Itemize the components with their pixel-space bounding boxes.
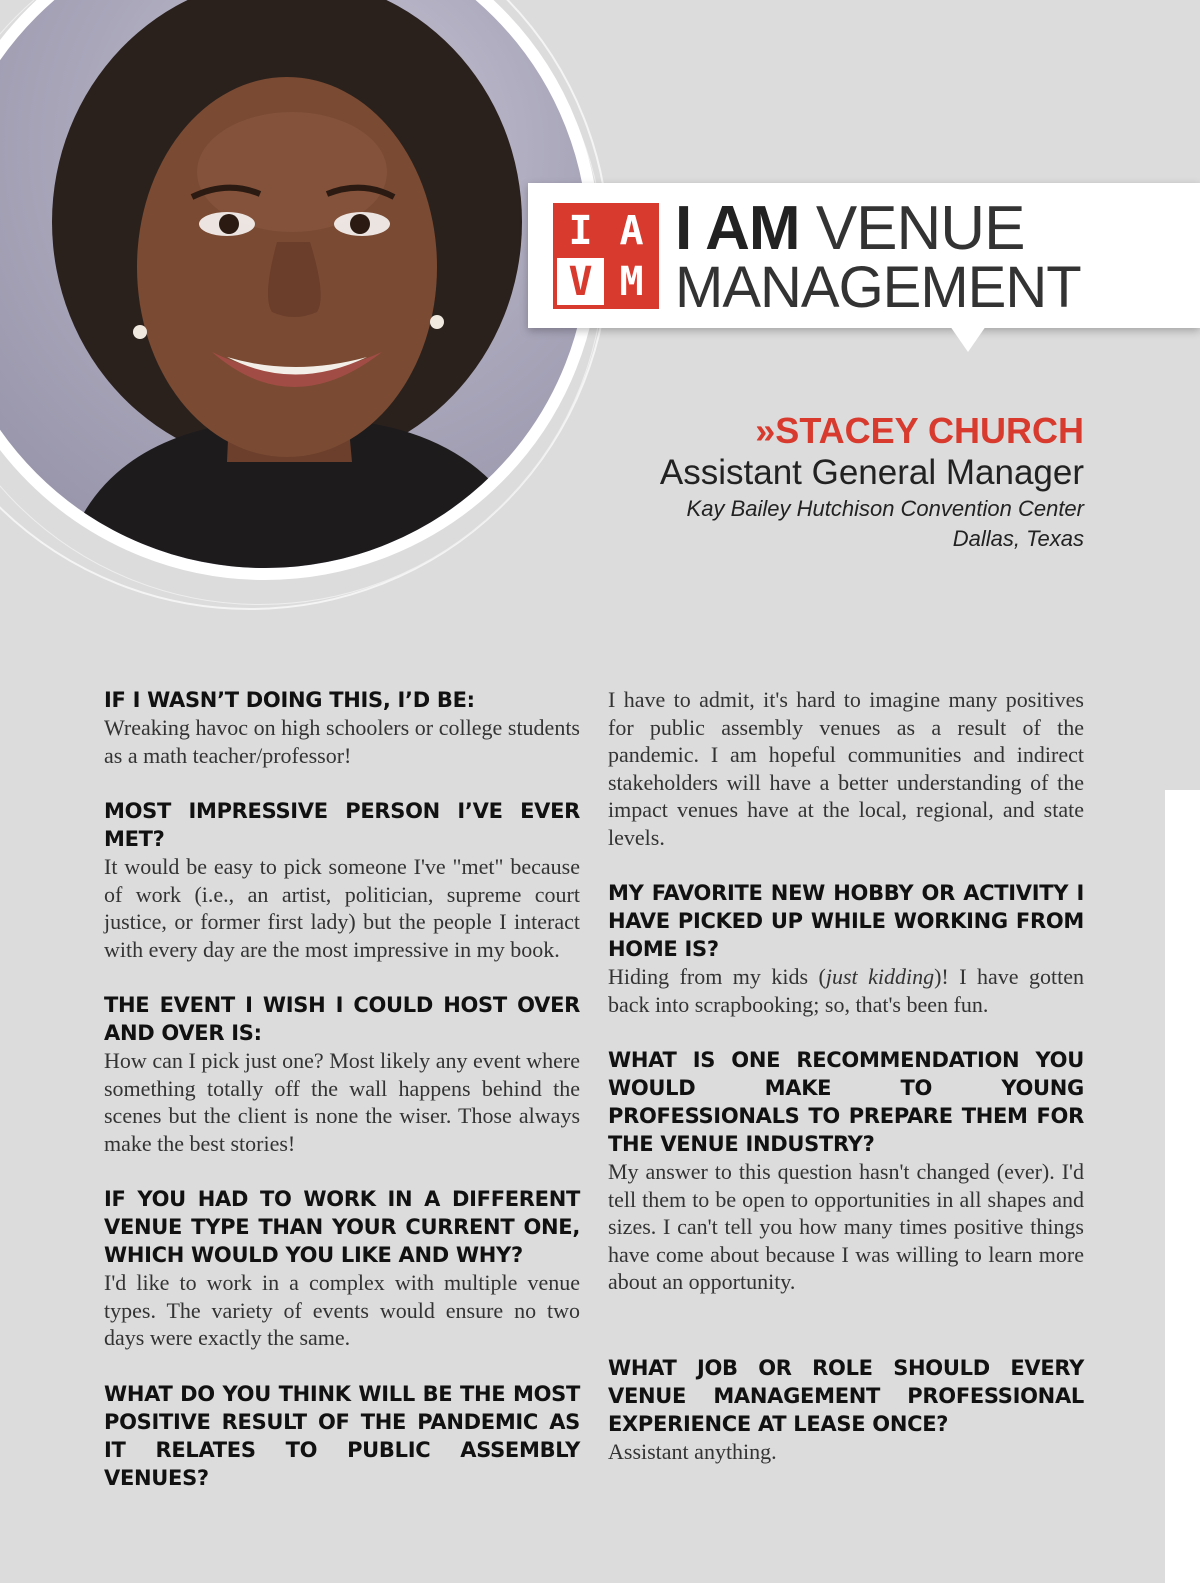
answer-6 bbox=[608, 963, 1084, 1018]
answer-4: I'd like to work in a complex with multiple venue types. The variety of events would ensure no two days were exactly the same. bbox=[104, 1270, 580, 1350]
qa-column-right bbox=[608, 686, 1084, 1493]
answer-7: My answer to this question hasn't changed (ever). I'd tell them to be open to opportunities in all shapes and sizes. I can't tell you how many times positive things have come about because I was willing to learn more about an opportunity. bbox=[608, 1159, 1084, 1294]
banner-title-line2: MANAGEMENT bbox=[675, 255, 1081, 320]
answer-6-text-start: Hiding from my kids ( bbox=[608, 964, 826, 989]
qa-column-left bbox=[104, 686, 580, 1492]
question-8: WHAT JOB OR ROLE SHOULD EVERY VENUE MANAGEMENT PROFESSIONAL EXPERIENCE AT LEASE ONCE? bbox=[608, 1355, 1084, 1436]
question-4: IF YOU HAD TO WORK IN A DIFFERENT VENUE TYPE THAN YOUR CURRENT ONE, WHICH WOULD YOU LIKE AND WHY? bbox=[104, 1187, 580, 1267]
person-city: Dallas, Texas bbox=[952, 526, 1084, 551]
question-3: THE EVENT I WISH I COULD HOST OVER AND OVER IS: bbox=[104, 993, 580, 1045]
banner-title-bold: I AM bbox=[675, 194, 800, 263]
logo-letter-m: M bbox=[619, 258, 644, 305]
iavm-logo bbox=[553, 203, 659, 309]
profile-header bbox=[484, 410, 1084, 554]
question-1: IF I WASN’T DOING THIS, I’D BE: bbox=[104, 688, 475, 712]
answer-2: It would be easy to pick someone I've "met" because of work (i.e., an artist, politician, supreme court justice, or former first lady) but the people I interact with every day are the most impressive in my book. bbox=[104, 854, 580, 962]
question-6: MY FAVORITE NEW HOBBY OR ACTIVITY I HAVE PICKED UP WHILE WORKING FROM HOME IS? bbox=[608, 881, 1084, 961]
question-7: WHAT IS ONE RECOMMENDATION YOU WOULD MAKE TO YOUNG PROFESSIONALS TO PREPARE THEM FOR THE VENUE INDUSTRY? bbox=[608, 1048, 1084, 1156]
logo-letter-v: V bbox=[557, 258, 604, 305]
banner-title-line1 bbox=[675, 195, 1024, 263]
page-edge-strip bbox=[1165, 790, 1200, 1583]
answer-3: How can I pick just one? Most likely any event where something totally off the wall happens behind the scenes but the client is none the wiser. Those always make the best stories! bbox=[104, 1048, 580, 1156]
answer-5: I have to admit, it's hard to imagine many positives for public assembly venues as a result of the pandemic. I am hopeful communities and indirect stakeholders will have a better understanding of the impact venues have at the local, regional, and state levels. bbox=[608, 687, 1084, 850]
answer-1: Wreaking havoc on high schoolers or college students as a math teacher/professor! bbox=[104, 715, 580, 768]
person-organization: Kay Bailey Hutchison Convention Center bbox=[686, 496, 1084, 521]
answer-8: Assistant anything. bbox=[608, 1438, 777, 1464]
banner-title-light: VENUE bbox=[815, 194, 1025, 263]
answer-6-emphasis: just kidding bbox=[825, 964, 935, 989]
banner-pointer bbox=[950, 326, 986, 352]
question-2: MOST IMPRESSIVE PERSON I’VE EVER MET? bbox=[104, 799, 580, 851]
question-5: WHAT DO YOU THINK WILL BE THE MOST POSITIVE RESULT OF THE PANDEMIC AS IT RELATES TO PUBLIC ASSEMBLY VENUES? bbox=[104, 1381, 580, 1490]
logo-letter-i: I bbox=[568, 207, 593, 254]
logo-letter-a: A bbox=[619, 207, 644, 254]
answer-6-text-end: )! I have gotten back into scrapbooking; so, that's been fun. bbox=[608, 964, 1085, 1017]
person-title: Assistant General Manager bbox=[659, 453, 1084, 492]
person-name: »STACEY CHURCH bbox=[755, 410, 1084, 451]
spacer bbox=[608, 1324, 1084, 1354]
